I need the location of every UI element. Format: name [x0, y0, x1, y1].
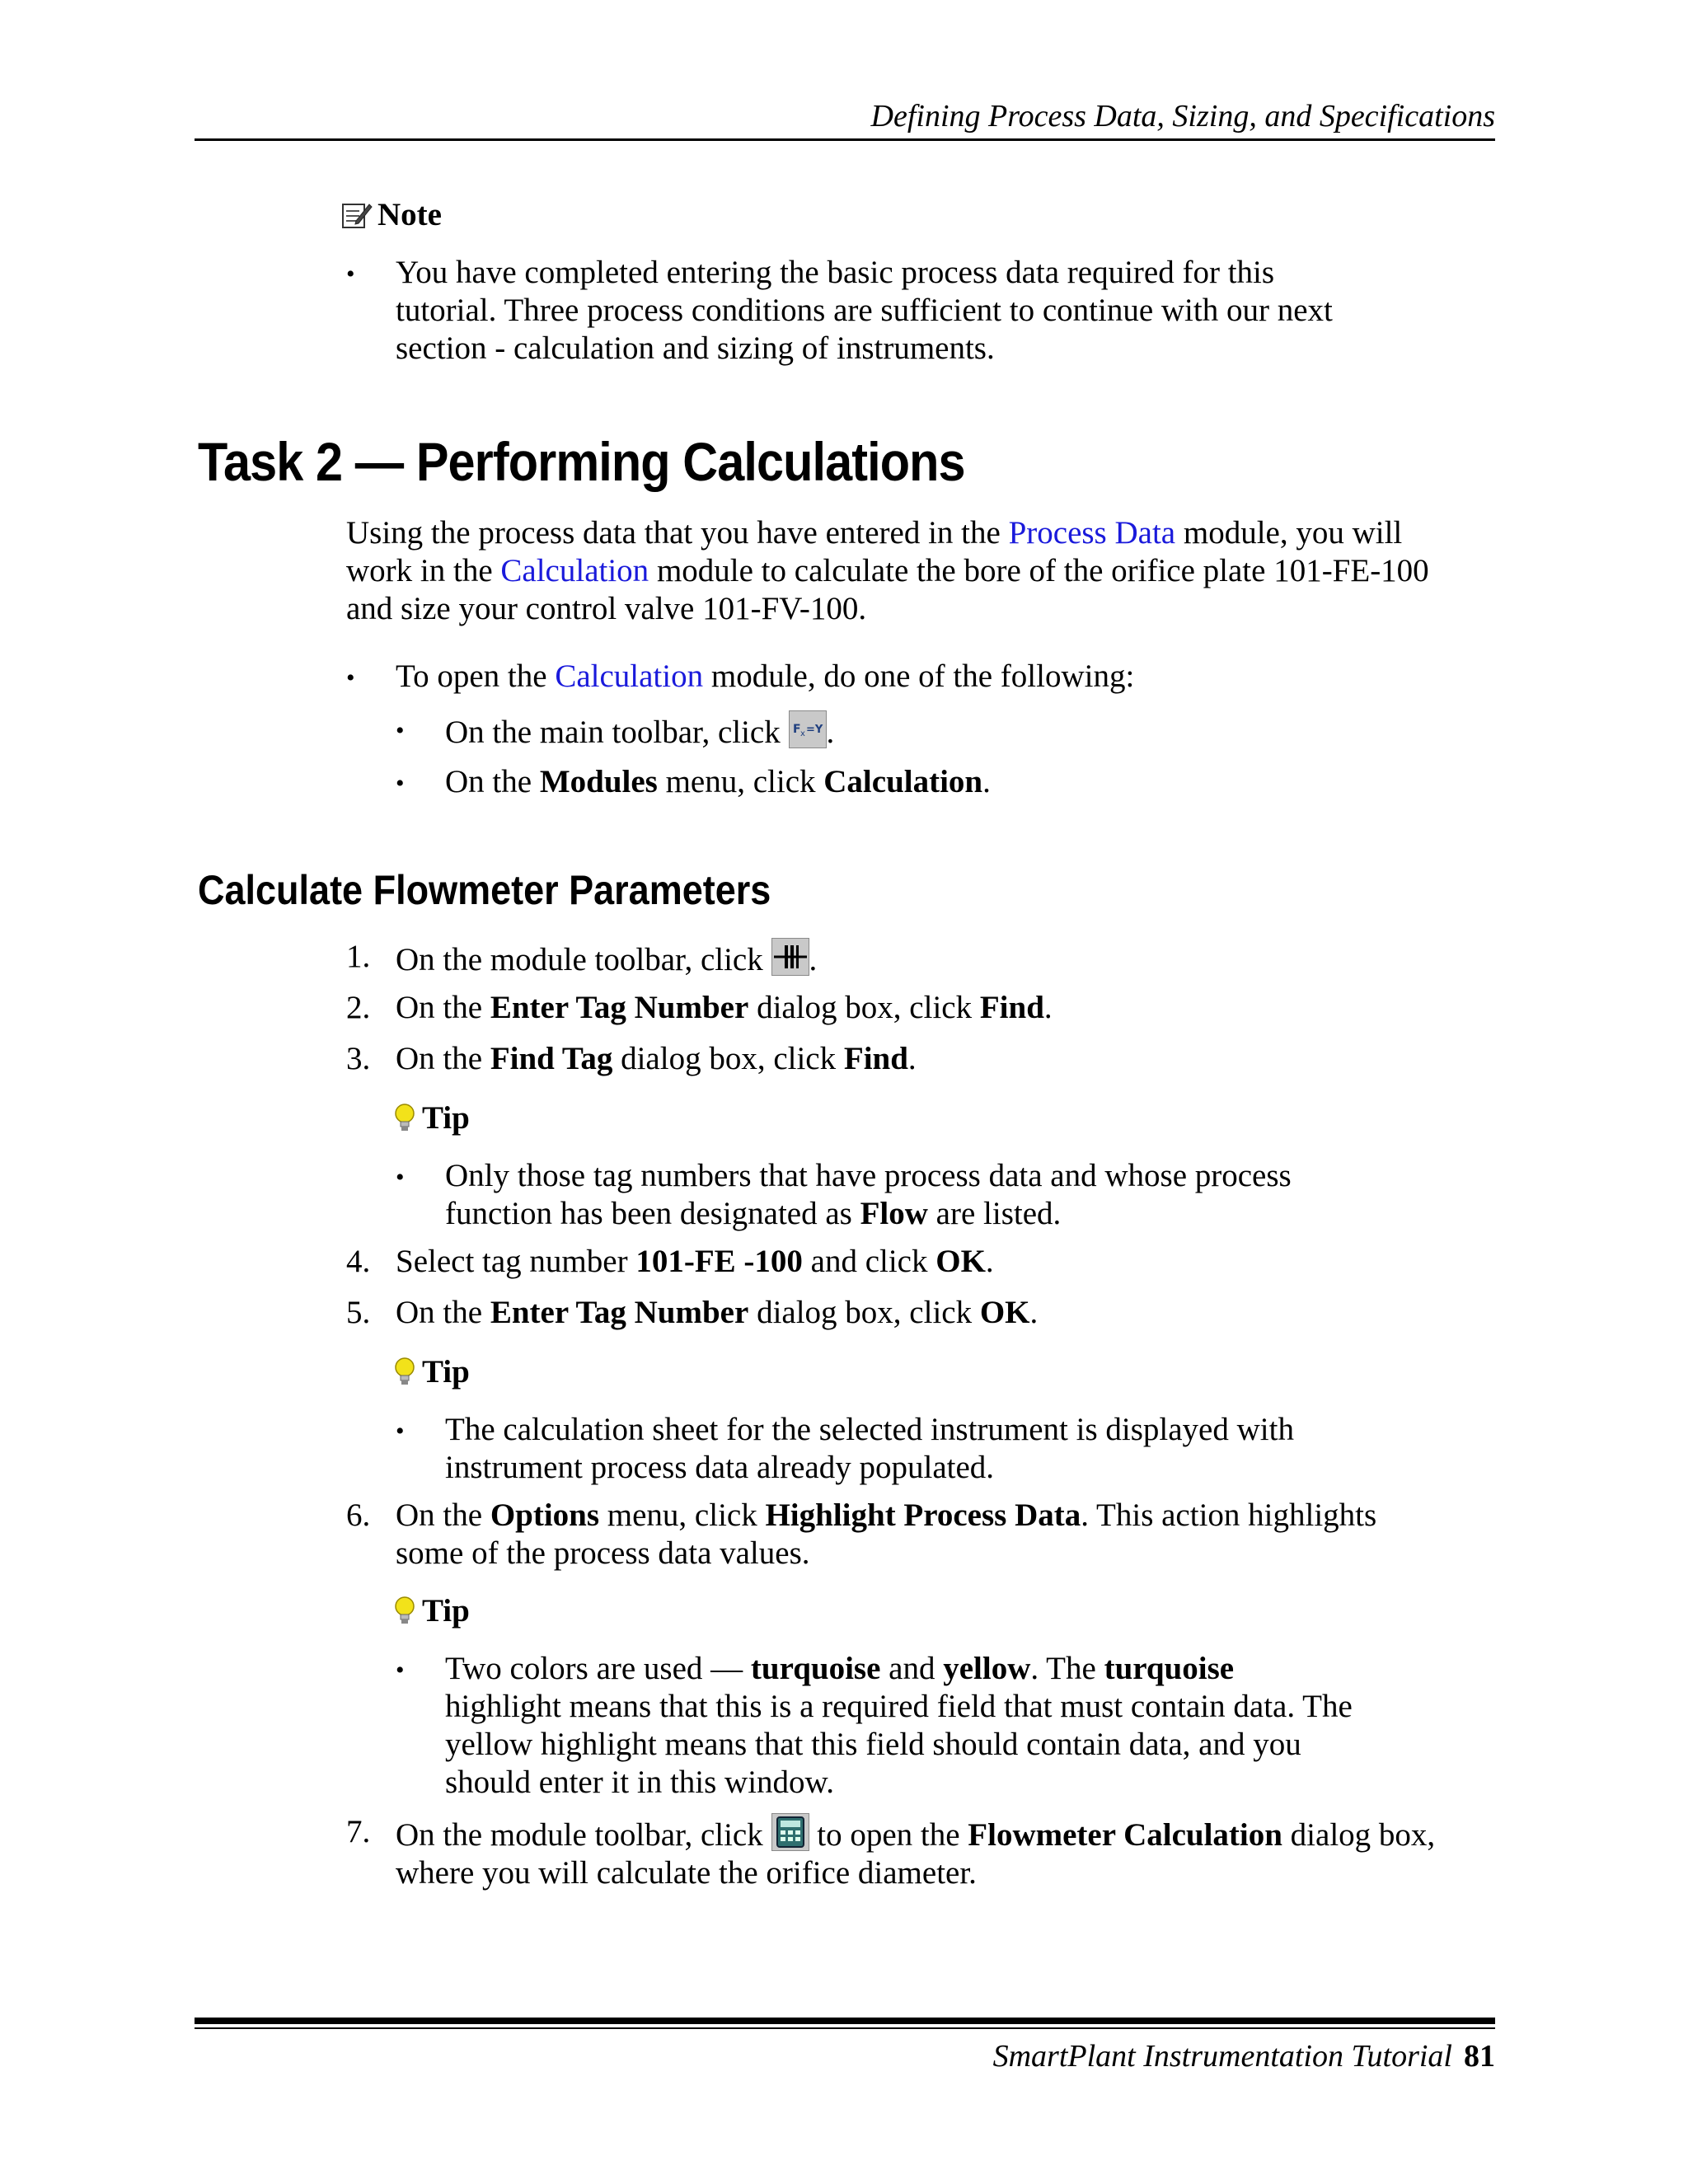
- text: On the: [396, 1497, 490, 1533]
- text: . This action highlights: [1081, 1497, 1377, 1533]
- note-heading: [341, 196, 442, 234]
- text: dialog box,: [1282, 1817, 1436, 1853]
- note-pencil-icon: [341, 199, 373, 231]
- text: function has been designated as: [445, 1196, 860, 1231]
- calculation-link[interactable]: Calculation: [555, 658, 704, 694]
- step-6: [396, 1497, 1550, 1572]
- step-number: 3.: [346, 1041, 371, 1076]
- calculation-toolbar-icon[interactable]: [789, 710, 827, 748]
- bold-text: yellow: [943, 1651, 1031, 1686]
- task-title: Task 2 — Performing Calculations: [198, 431, 965, 492]
- bold-text: Highlight Process Data: [765, 1497, 1081, 1533]
- tip-line: [445, 1650, 1599, 1688]
- bold-text: Find: [979, 990, 1044, 1025]
- calculation-menu-ref: Calculation: [823, 764, 983, 799]
- note-line: tutorial. Three process conditions are sufficient to continue with our next: [396, 293, 1333, 328]
- process-data-link[interactable]: Process Data: [1008, 515, 1176, 551]
- text: .: [982, 764, 991, 799]
- tip-bullet: •: [396, 1418, 405, 1445]
- intro-paragraph: [346, 514, 1517, 628]
- tip-2-text: [445, 1411, 1599, 1487]
- text: and click: [802, 1244, 936, 1279]
- note-line: section - calculation and sizing of instruments.: [396, 330, 995, 366]
- tip-label: Tip: [422, 1354, 470, 1390]
- step-5: [396, 1294, 1550, 1332]
- step-number: 5.: [346, 1295, 371, 1330]
- step-number: 6.: [346, 1497, 371, 1533]
- tip-3-text: [445, 1650, 1599, 1802]
- step-line: where you will calculate the orifice diameter.: [396, 1855, 977, 1891]
- text: menu, click: [657, 764, 824, 799]
- bold-text: OK: [979, 1295, 1030, 1330]
- tip-heading: [392, 1592, 470, 1630]
- flowmeter-toolbar-icon[interactable]: [771, 938, 809, 976]
- bold-text: OK: [935, 1244, 986, 1279]
- step-line: some of the process data values.: [396, 1535, 810, 1571]
- tip-line: should enter it in this window.: [445, 1765, 834, 1800]
- step-3: [396, 1040, 1550, 1078]
- step-line: [396, 1813, 1533, 1854]
- text: module, do one of the following:: [703, 658, 1135, 694]
- step-number: 2.: [346, 990, 371, 1025]
- text: Two colors are used —: [445, 1651, 751, 1686]
- text: . The: [1030, 1651, 1104, 1686]
- tip-heading: [392, 1099, 470, 1137]
- text: .: [1043, 990, 1053, 1025]
- text: Select tag number: [396, 1244, 636, 1279]
- text: module to calculate the bore of the orifice plate 101-FE-100: [649, 553, 1429, 588]
- bold-text: turquoise: [1104, 1651, 1235, 1686]
- tip-line: instrument process data already populated.: [445, 1450, 995, 1485]
- step-number: 7.: [346, 1814, 371, 1849]
- tip-label: Tip: [422, 1593, 470, 1629]
- lightbulb-icon: [392, 1103, 417, 1134]
- text: work in the: [346, 553, 501, 588]
- open-bullet: •: [346, 664, 355, 691]
- text: module, you will: [1175, 515, 1403, 551]
- text: .: [1029, 1295, 1039, 1330]
- open-sub-item-menu: [445, 763, 1599, 801]
- svg-text:x: x: [799, 729, 805, 738]
- text: .: [985, 1244, 994, 1279]
- tip-line: The calculation sheet for the selected instrument is displayed with: [445, 1412, 1294, 1447]
- tip-heading: [392, 1353, 470, 1391]
- text: dialog box, click: [748, 990, 980, 1025]
- bold-text: 101-FE -100: [635, 1244, 803, 1279]
- text: dialog box, click: [612, 1041, 844, 1076]
- tip-line: highlight means that this is a required field that must contain data. The: [445, 1689, 1353, 1724]
- text: On the: [396, 1041, 490, 1076]
- text: .: [826, 715, 835, 750]
- note-text: [396, 254, 1550, 368]
- text: .: [907, 1041, 917, 1076]
- step-4: [396, 1243, 1550, 1281]
- tip-line: Only those tag numbers that have process data and whose process: [445, 1158, 1292, 1193]
- header-title: Defining Process Data, Sizing, and Specifications: [870, 99, 1495, 134]
- sub-bullet: •: [396, 717, 405, 744]
- text: On the: [445, 764, 540, 799]
- text: To open the: [396, 658, 556, 694]
- intro-line: [346, 514, 1517, 552]
- step-2: [396, 989, 1550, 1027]
- step-1: [396, 938, 1550, 979]
- open-item: [396, 658, 1550, 696]
- text: dialog box, click: [748, 1295, 980, 1330]
- section-title: Calculate Flowmeter Parameters: [198, 867, 771, 913]
- text: Using the process data that you have entered in the: [346, 515, 1009, 551]
- text: to open the: [809, 1817, 968, 1853]
- sub-bullet: •: [396, 770, 405, 797]
- tip-bullet: •: [396, 1164, 405, 1191]
- bold-text: Enter Tag Number: [490, 1295, 749, 1330]
- intro-line: [346, 552, 1517, 590]
- footer-rule: [195, 2027, 1495, 2029]
- tip-line: yellow highlight means that this field should contain data, and you: [445, 1727, 1301, 1762]
- bold-text: Options: [490, 1497, 600, 1533]
- svg-text:=Y: =Y: [805, 724, 823, 736]
- tip-1-text: [445, 1157, 1599, 1233]
- text: On the main toolbar, click: [445, 715, 789, 750]
- calculation-link[interactable]: Calculation: [500, 553, 649, 588]
- step-line: [396, 1497, 1550, 1535]
- note-label: Note: [377, 197, 442, 232]
- page-header: [195, 97, 1495, 141]
- tip-label: Tip: [422, 1100, 470, 1136]
- tip-line: [445, 1195, 1599, 1233]
- bold-text: Flowmeter Calculation: [968, 1817, 1282, 1853]
- text: On the: [396, 990, 490, 1025]
- tip-bullet: •: [396, 1657, 405, 1684]
- text: On the: [396, 1295, 490, 1330]
- step-number: 4.: [346, 1244, 371, 1279]
- text: and: [880, 1651, 944, 1686]
- bold-text: Enter Tag Number: [490, 990, 749, 1025]
- footer-title: SmartPlant Instrumentation Tutorial: [992, 2039, 1452, 2074]
- note-line: You have completed entering the basic process data required for this: [396, 255, 1275, 290]
- text: On the module toolbar, click: [396, 1817, 771, 1853]
- calculator-toolbar-icon[interactable]: [771, 1813, 809, 1851]
- modules-menu-ref: Modules: [539, 764, 658, 799]
- bold-text: turquoise: [750, 1651, 881, 1686]
- text: .: [809, 942, 818, 977]
- bold-text: Find Tag: [490, 1041, 613, 1076]
- note-bullet: •: [346, 260, 355, 288]
- lightbulb-icon: [392, 1596, 417, 1627]
- open-sub-item-toolbar: [445, 710, 1599, 752]
- footer-rule: [195, 2018, 1495, 2024]
- text: are listed.: [927, 1196, 1062, 1231]
- bold-text: Flow: [860, 1196, 928, 1231]
- page-number: 81: [1464, 2039, 1495, 2074]
- page-footer: [195, 2037, 1495, 2075]
- bold-text: Find: [843, 1041, 908, 1076]
- svg-text:F: F: [792, 723, 801, 736]
- text: On the module toolbar, click: [396, 942, 771, 977]
- intro-line: and size your control valve 101-FV-100.: [346, 591, 867, 626]
- step-number: 1.: [346, 939, 371, 974]
- lightbulb-icon: [392, 1357, 417, 1388]
- text: menu, click: [599, 1497, 766, 1533]
- step-7: [396, 1813, 1533, 1892]
